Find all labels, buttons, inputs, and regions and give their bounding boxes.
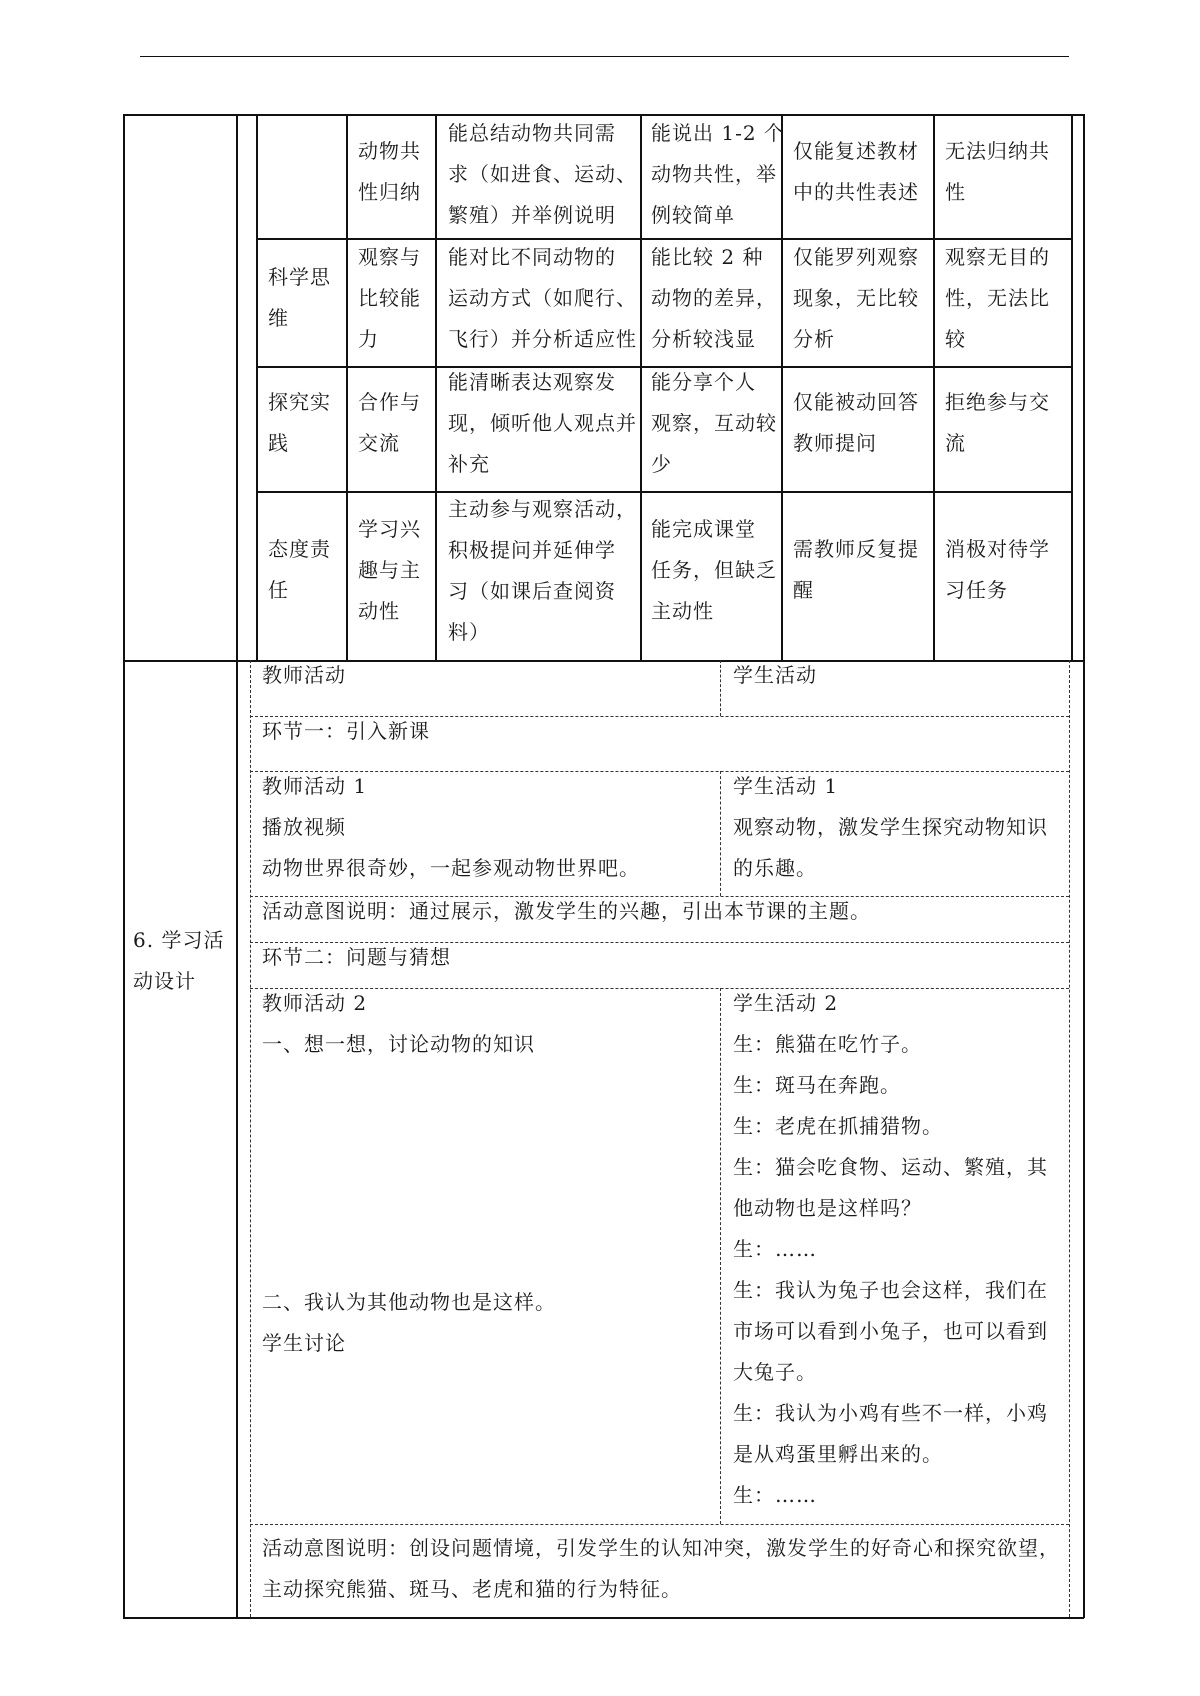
activity-grid-line — [720, 771, 721, 896]
table-right-border — [1083, 114, 1085, 1618]
rubric-row4-good: 能完成课堂 任务，但缺乏 主动性 — [651, 517, 777, 623]
teacher-activity-2-part1: 一、想一想，讨论动物的知识 — [262, 1032, 535, 1056]
teacher-activity-2-title: 教师活动 2 — [262, 991, 368, 1015]
rubric-row4-item: 学习兴 趣与主 动性 — [358, 517, 421, 623]
rubric-line — [256, 114, 258, 660]
student-activity-1-body: 观察动物，激发学生探究动物知识 的乐趣。 — [733, 815, 1048, 880]
rubric-row2-excellent: 能对比不同动物的 运动方式（如爬行、 飞行）并分析适应性 — [448, 245, 637, 351]
rubric-row2-item: 观察与 比较能 力 — [358, 245, 421, 351]
stage1-title: 环节一：引入新课 — [262, 719, 430, 743]
activity-intent-2: 活动意图说明：创设问题情境，引发学生的认知冲突，激发学生的好奇心和探究欲望， 主动探究熊猫、斑马、老虎和猫的行为特征。 — [262, 1536, 1060, 1601]
rubric-row3-dimension: 探究实 践 — [268, 390, 331, 455]
table-bottom-border — [123, 1617, 1084, 1619]
rubric-line — [435, 114, 437, 660]
rubric-row1-fail: 无法归纳共 性 — [945, 139, 1050, 204]
activity-grid-line — [250, 771, 1069, 772]
rubric-row1-item: 动物共 性归纳 — [358, 139, 421, 204]
student-activity-1-title: 学生活动 1 — [733, 774, 839, 798]
activity-grid-line — [1069, 660, 1070, 1617]
rubric-row3-fail: 拒绝参与交 流 — [945, 390, 1050, 455]
activity-intent-1: 活动意图说明：通过展示，激发学生的兴趣，引出本节课的主题。 — [262, 899, 871, 923]
activity-grid-line — [720, 660, 721, 716]
rubric-row2-fail: 观察无目的 性，无法比 较 — [945, 245, 1050, 351]
rubric-row2-pass: 仅能罗列观察 现象，无比较 分析 — [793, 245, 919, 351]
student-activity-2-title: 学生活动 2 — [733, 991, 839, 1015]
rubric-line — [933, 114, 935, 660]
rubric-row4-pass: 需教师反复提 醒 — [793, 537, 919, 602]
student-activity-header: 学生活动 — [733, 663, 817, 687]
rubric-row3-excellent: 能清晰表达观察发 现，倾听他人观点并 补充 — [448, 370, 637, 476]
teacher-activity-1-body: 播放视频 动物世界很奇妙，一起参观动物世界吧。 — [262, 815, 640, 880]
table-left-border — [123, 114, 125, 1618]
rubric-row4-dimension: 态度责 任 — [268, 537, 331, 602]
header-rule — [140, 56, 1069, 57]
rubric-row1-good: 能说出 1-2 个 动物共性，举 例较简单 — [651, 121, 785, 227]
activity-grid-line — [250, 660, 251, 1617]
student-activity-2-body: 生：熊猫在吃竹子。 生：斑马在奔跑。 生：老虎在抓捕猎物。 生：猫会吃食物、运动、繁殖，其 他动物也是这样吗？ 生：…… 生：我认为兔子也会这样，我们在 市场可以看到小兔子，也可以看到 大兔子。 生：我认为小鸡有些不一样，小鸡 是从鸡蛋里孵出来的。 生：…… — [733, 1032, 1048, 1507]
teacher-activity-header: 教师活动 — [262, 663, 346, 687]
activity-grid-line — [250, 988, 1069, 989]
rubric-line — [1071, 114, 1073, 660]
rubric-row4-fail: 消极对待学 习任务 — [945, 537, 1050, 602]
rubric-row2-good: 能比较 2 种 动物的差异， 分析较浅显 — [651, 245, 777, 351]
table-col-divider — [236, 114, 238, 1618]
activity-grid-line — [720, 988, 721, 1524]
rubric-row3-pass: 仅能被动回答 教师提问 — [793, 390, 919, 455]
rubric-line — [256, 491, 1072, 493]
rubric-row3-good: 能分享个人 观察，互动较 少 — [651, 370, 777, 476]
rubric-row4-excellent: 主动参与观察活动， 积极提问并延伸学 习（如课后查阅资 料） — [448, 497, 637, 644]
rubric-row1-excellent: 能总结动物共同需 求（如进食、运动、 繁殖）并举例说明 — [448, 121, 637, 227]
section6-label: 6. 学习活 动设计 — [133, 928, 225, 993]
rubric-row2-dimension: 科学思 维 — [268, 265, 331, 330]
rubric-line — [346, 114, 348, 660]
activity-grid-line — [250, 1524, 1069, 1525]
teacher-activity-1-title: 教师活动 1 — [262, 774, 368, 798]
teacher-activity-2-part2: 二、我认为其他动物也是这样。 学生讨论 — [262, 1290, 556, 1355]
rubric-row1-pass: 仅能复述教材 中的共性表述 — [793, 139, 919, 204]
rubric-line — [640, 114, 642, 660]
stage2-title: 环节二：问题与猜想 — [262, 945, 451, 969]
rubric-row3-item: 合作与 交流 — [358, 390, 421, 455]
